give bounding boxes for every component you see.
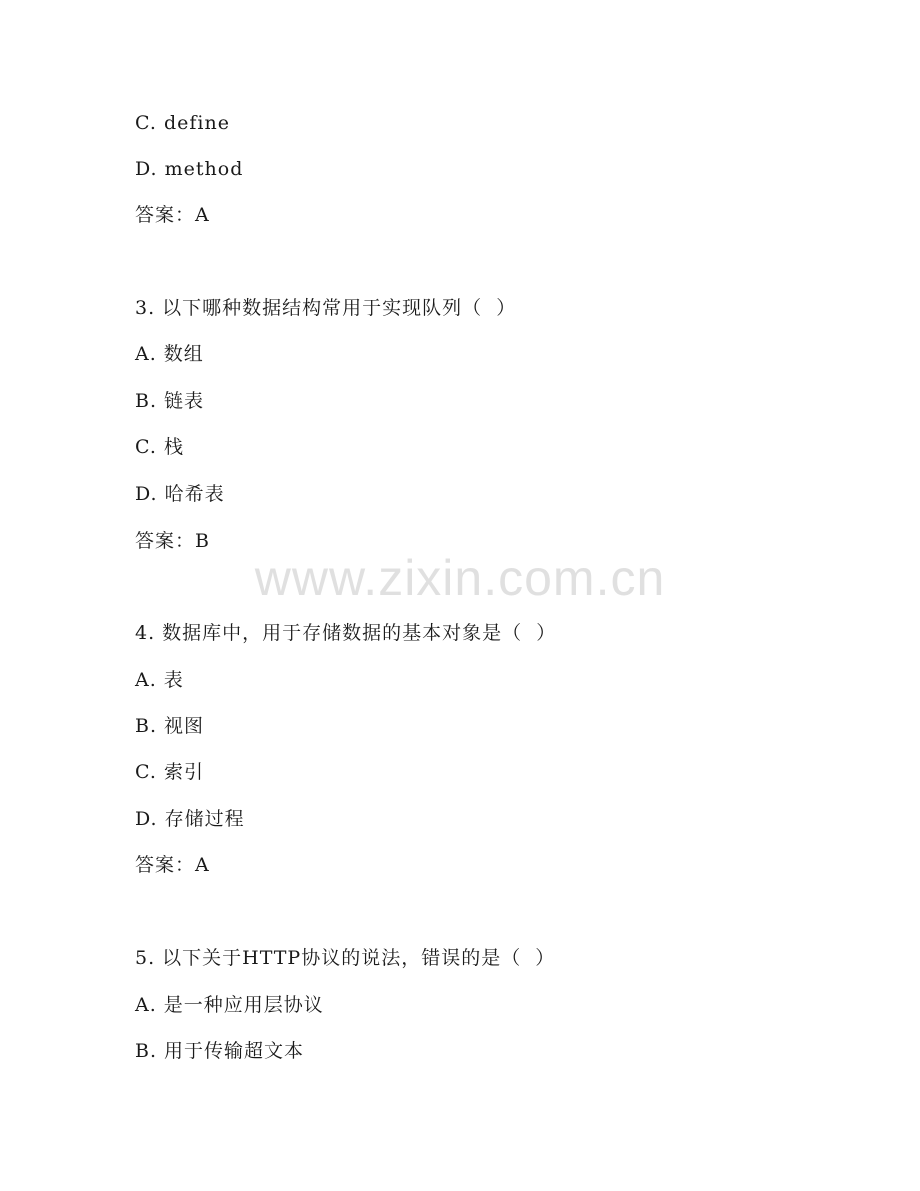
option-b-q4: B. 视图 [135,715,205,737]
watermark-text: www.zixin.com.cn [254,550,666,606]
option-a-q5: A. 是一种应用层协议 [135,994,324,1016]
question-5: 5. 以下关于HTTP协议的说法，错误的是（ ） [135,947,556,969]
option-d-q2: D. method [135,158,244,180]
option-c-q2: C. define [135,112,230,134]
question-3: 3. 以下哪种数据结构常用于实现队列（ ） [135,297,517,319]
option-d-q4: D. 存储过程 [135,808,245,830]
option-b-q5: B. 用于传输超文本 [135,1040,305,1062]
question-4: 4. 数据库中，用于存储数据的基本对象是（ ） [135,622,557,644]
answer-q3: 答案：B [135,530,210,552]
answer-q4: 答案：A [135,854,210,876]
option-d-q3: D. 哈希表 [135,483,225,505]
option-a-q4: A. 表 [135,669,184,691]
option-b-q3: B. 链表 [135,390,205,412]
option-a-q3: A. 数组 [135,343,204,365]
answer-q2: 答案：A [135,204,210,226]
option-c-q4: C. 索引 [135,761,204,783]
option-c-q3: C. 栈 [135,436,184,458]
